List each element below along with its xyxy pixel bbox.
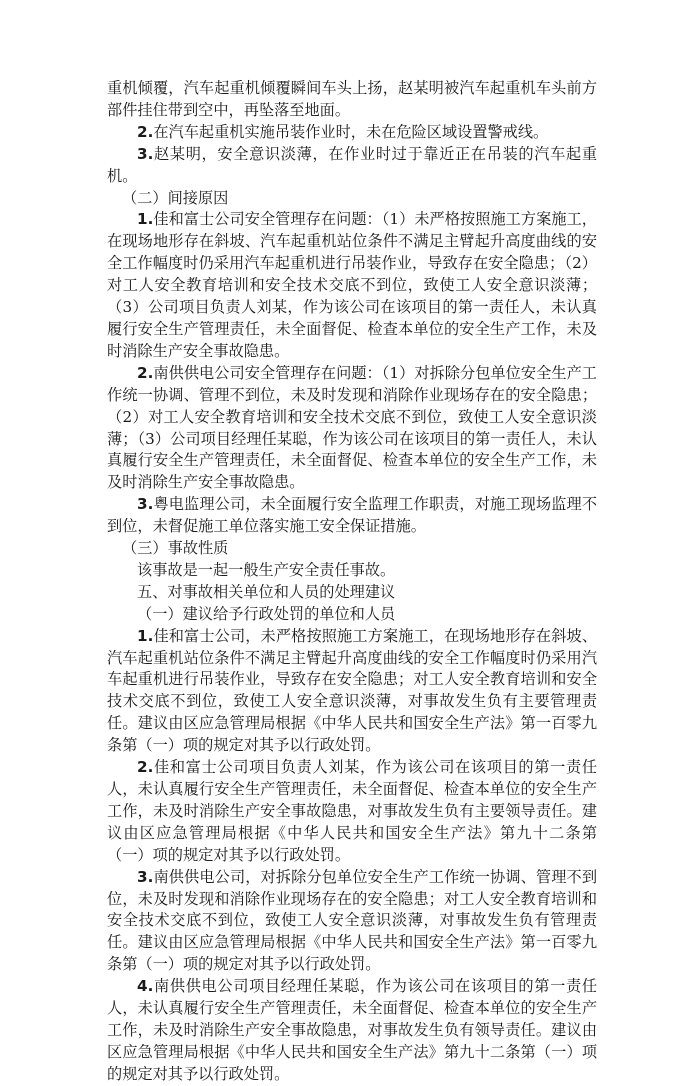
paragraph-text: 南供供电公司项目经理任某聪，作为该公司在该项目的第一责任人，未认真履行安全生产管理责任，未全面督促、检查本单位的安全生产工作，未及时消除生产安全事故隐患，对事故发生负有领导责任。建议由区应急管理局根据《中华人民共和国安全生产法》第九十二条第（一）项的规定对其予以行政处罚。: [107, 977, 597, 1083]
paragraph-continuation: [107, 78, 597, 122]
paragraph-text: 重机倾覆，汽车起重机倾覆瞬间车头上扬，赵某明被汽车起重机车头前方部件挂住带到空中，再坠落至地面。: [107, 79, 597, 119]
direct-cause-item-3: [107, 144, 597, 188]
indirect-cause-item-3: [107, 494, 597, 538]
indirect-cause-item-1: [107, 209, 597, 362]
item-number: 2.: [137, 122, 154, 141]
penalty-item-2: [107, 757, 597, 867]
heading-text: 五、对事故相关单位和人员的处理建议: [137, 582, 396, 601]
item-number: 2.: [137, 758, 154, 777]
item-number: 1.: [137, 210, 154, 229]
paragraph-text: 该事故是一起一般生产安全责任事故。: [137, 560, 396, 579]
penalty-item-3: [107, 867, 597, 977]
subsection-heading-administrative-penalty: [107, 604, 597, 626]
item-number: 2.: [137, 363, 154, 382]
section-heading-handling-suggestions: [107, 582, 597, 604]
document-page: [107, 78, 597, 1086]
accident-nature-statement: [107, 560, 597, 582]
section-heading-indirect-cause: [107, 188, 597, 210]
paragraph-text: 赵某明，安全意识淡薄，在作业时过于靠近正在吊装的汽车起重机。: [107, 144, 597, 185]
paragraph-text: 在汽车起重机实施吊装作业时，未在危险区域设置警戒线。: [153, 122, 549, 141]
direct-cause-item-2: [107, 122, 597, 144]
penalty-item-1: [107, 626, 597, 757]
heading-text: （一）建议给予行政处罚的单位和人员: [137, 604, 396, 623]
item-number: 3.: [137, 867, 154, 886]
section-heading-accident-nature: [107, 538, 597, 560]
paragraph-text: 南供供电公司安全管理存在问题：（1）对拆除分包单位安全生产工作统一协调、管理不到位，未及时发现和消除作业现场存在的安全隐患；（2）对工人安全教育培训和安全技术交底不到位，致使工人安全意识淡薄；（3）公司项目经理任某聪，作为该公司在该项目的第一责任人，未认真履行安全生产管理责任，未全面督促、检查本单位的安全生产工作，未及时消除生产安全事故隐患。: [107, 363, 597, 492]
paragraph-text: 佳和富士公司安全管理存在问题：（1）未严格按照施工方案施工，在现场地形存在斜坡、汽车起重机站位条件不满足主臂起升高度曲线的安全工作幅度时仍采用汽车起重机进行吊装作业，导致存在安全隐患；（2）对工人安全教育培训和安全技术交底不到位，致使工人安全意识淡薄；（3）公司项目负责人刘某，作为该公司在该项目的第一责任人，未认真履行安全生产管理责任，未全面督促、检查本单位的安全生产工作，未及时消除生产安全事故隐患。: [107, 210, 597, 360]
item-number: 4.: [137, 977, 154, 996]
item-number: 3.: [137, 495, 154, 514]
item-number: 3.: [137, 144, 154, 163]
paragraph-text: 佳和富士公司项目负责人刘某，作为该公司在该项目的第一责任人，未认真履行安全生产管理责任，未全面督促、检查本单位的安全生产工作，未及时消除生产安全事故隐患，对事故发生负有主要领导责任。建议由区应急管理局根据《中华人民共和国安全生产法》第九十二条第（一）项的规定对其予以行政处罚。: [107, 758, 597, 864]
heading-text: （二）间接原因: [122, 188, 229, 207]
penalty-item-4: [107, 976, 597, 1086]
paragraph-text: 佳和富士公司，未严格按照施工方案施工，在现场地形存在斜坡、汽车起重机站位条件不满足主臂起升高度曲线的安全工作幅度时仍采用汽车起重机进行吊装作业，导致存在安全隐患；对工人安全教育培训和安全技术交底不到位，致使工人安全意识淡薄，对事故发生负有主要管理责任。建议由区应急管理局根据《中华人民共和国安全生产法》第一百零九条第（一）项的规定对其予以行政处罚。: [107, 626, 597, 755]
item-number: 1.: [137, 626, 154, 645]
paragraph-text: 南供供电公司，对拆除分包单位安全生产工作统一协调、管理不到位，未及时发现和消除作业现场存在的安全隐患；对工人安全教育培训和安全技术交底不到位，致使工人安全意识淡薄，对事故发生负有管理责任。建议由区应急管理局根据《中华人民共和国安全生产法》第一百零九条第（一）项的规定对其予以行政处罚。: [107, 867, 597, 974]
indirect-cause-item-2: [107, 363, 597, 494]
paragraph-text: 粤电监理公司，未全面履行安全监理工作职责，对施工现场监理不到位，未督促施工单位落实施工安全保证措施。: [107, 495, 597, 536]
heading-text: （三）事故性质: [122, 539, 229, 558]
